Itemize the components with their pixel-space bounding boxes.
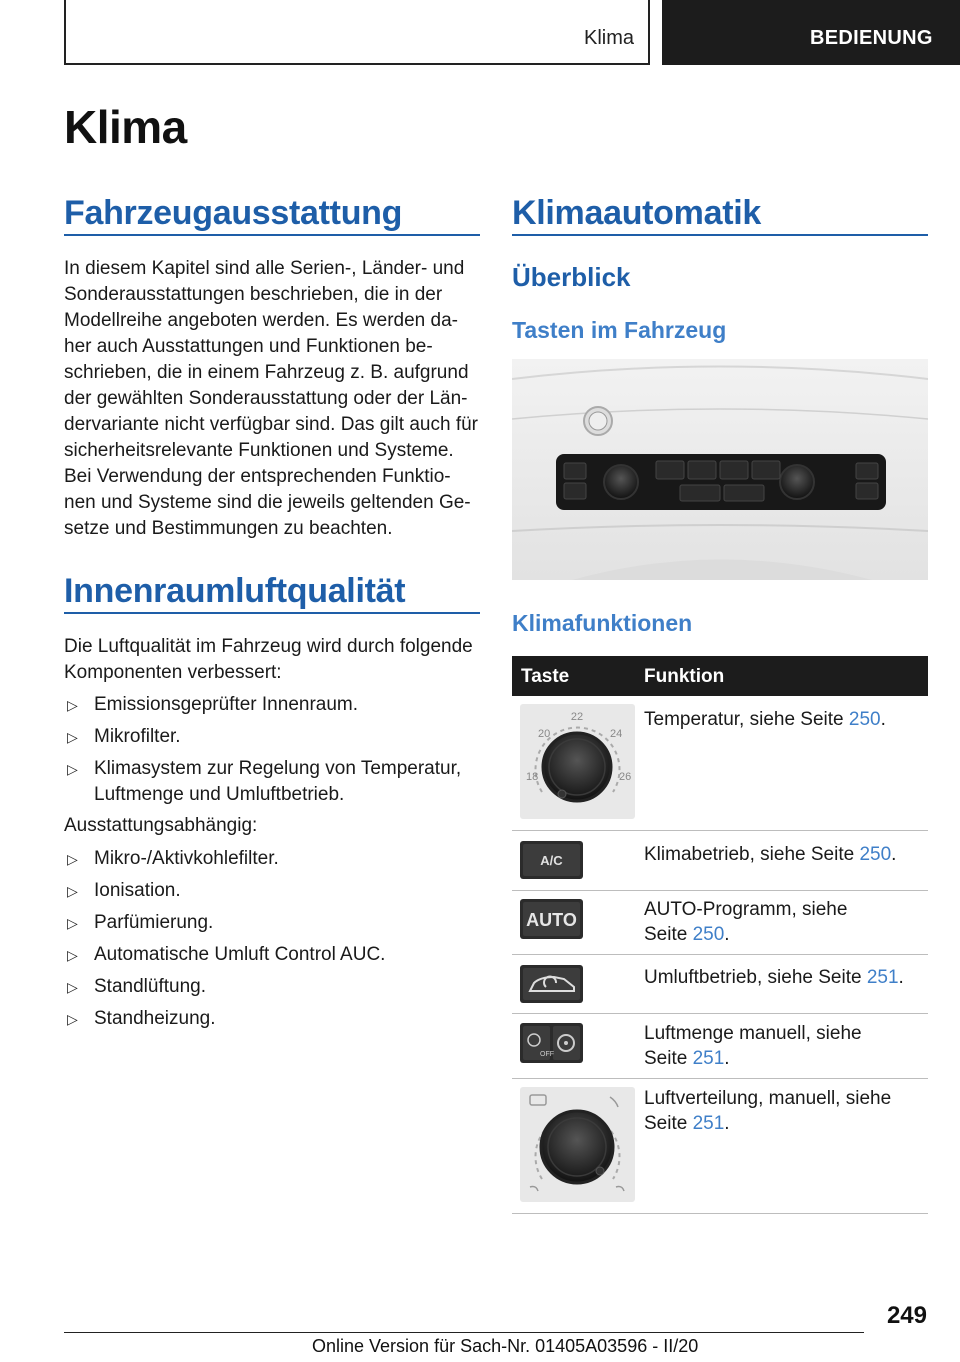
text-line: dervariante nicht verfügbar sind. Das gilt auch für	[64, 414, 478, 435]
page-number: 249	[886, 1302, 927, 1329]
triangle-bullet-icon: ▷	[67, 851, 78, 867]
list-item: ▷ Ionisation.	[64, 878, 480, 904]
triangle-bullet-icon: ▷	[67, 883, 78, 899]
heading-equipment: Fahrzeugausstattung	[64, 194, 403, 232]
function-description: Umluftbetrieb, siehe Seite 251.	[644, 967, 904, 988]
temperature-dial-icon	[520, 704, 635, 819]
dial-number: 26	[619, 771, 632, 783]
heading-air-quality: Innenraumluftqualität	[64, 572, 406, 610]
column-header-key: Taste	[521, 666, 570, 687]
air-quality-list	[64, 692, 480, 814]
climate-control-panel-photo	[512, 359, 928, 580]
fan-off-label: OFF	[540, 1051, 554, 1058]
page-link[interactable]: 251	[692, 1113, 725, 1134]
list-item: ▷ Parfümierung.	[64, 910, 480, 936]
header-chapter-tab	[662, 0, 960, 65]
heading-overview: Überblick	[512, 262, 631, 292]
triangle-bullet-icon: ▷	[67, 1011, 78, 1027]
page-title: Klima	[64, 101, 187, 153]
footer-rule	[64, 1332, 864, 1333]
list-item: ▷ Mikrofilter.	[64, 724, 480, 750]
fan-button-icon	[520, 1023, 583, 1063]
text-line: Komponenten verbessert:	[64, 662, 282, 683]
air-distribution-dial-icon	[520, 1087, 635, 1202]
dial-number: 24	[610, 728, 623, 740]
footer-online-version: Online Version für Sach-Nr. 01405A03596 - II/20	[312, 1336, 699, 1356]
ac-button-label: A/C	[540, 853, 563, 868]
optional-equipment-list	[64, 846, 480, 1038]
heading-rule	[64, 234, 480, 236]
auto-button-label: AUTO	[526, 910, 577, 930]
function-description: Klimabetrieb, siehe Seite 250.	[644, 844, 897, 865]
table-row	[512, 1079, 928, 1214]
equipment-paragraph	[64, 256, 484, 542]
list-item: ▷ Automatische Umluft Control AUC.	[64, 942, 480, 968]
heading-rule	[64, 612, 480, 614]
list-item: ▷ Klimasystem zur Regelung von Temperatur, Luftmenge und Umluftbetrieb.	[67, 758, 462, 805]
ac-button-icon	[520, 841, 583, 879]
text-line: In diesem Kapitel sind alle Serien-, Länder- und	[64, 258, 465, 279]
auto-button-icon	[520, 899, 583, 939]
list-item: ▷ Standheizung.	[64, 1006, 480, 1032]
table-row	[512, 1014, 928, 1079]
dial-number: 22	[570, 711, 584, 723]
text-line: sicherheitsrelevante Funktionen und Systeme.	[64, 440, 454, 461]
table-header	[512, 656, 928, 696]
table-row	[512, 696, 928, 831]
triangle-bullet-icon: ▷	[67, 729, 78, 745]
text-line: Bei Verwendung der entsprechenden Funktio-	[64, 466, 451, 487]
triangle-bullet-icon: ▷	[67, 697, 78, 713]
table-row	[512, 891, 928, 955]
equipment-dependent-label: Ausstattungsabhängig:	[64, 815, 258, 836]
header-section-label: Klima	[583, 27, 634, 49]
text-line: der gewählten Sonderausstattung oder der Län-	[64, 388, 468, 409]
text-line: her auch Ausstattungen und Funktionen be-	[64, 336, 433, 357]
dial-number: 18	[526, 771, 539, 783]
heading-rule	[512, 234, 928, 236]
triangle-bullet-icon: ▷	[67, 979, 78, 995]
page-link[interactable]: 251	[692, 1048, 725, 1069]
text-line: Modellreihe angeboten werden. Es werden da-	[64, 310, 458, 331]
heading-climate-functions: Klimafunktionen	[512, 610, 693, 636]
text-line: nen und Systeme sind die jeweils geltenden Ge-	[64, 492, 471, 513]
list-item: ▷ Standlüftung.	[64, 974, 480, 1000]
triangle-bullet-icon: ▷	[67, 915, 78, 931]
triangle-bullet-icon: ▷	[67, 761, 78, 777]
column-header-function: Funktion	[644, 666, 725, 687]
function-description: Temperatur, siehe Seite 250.	[644, 709, 886, 730]
heading-auto-climate: Klimaautomatik	[512, 194, 761, 232]
header-chapter-label: BEDIENUNG	[810, 27, 933, 49]
dial-number: 20	[538, 728, 551, 740]
recirculation-button-icon	[520, 965, 583, 1003]
page-link[interactable]: 250	[859, 844, 892, 865]
page-link[interactable]: 250	[692, 924, 725, 945]
heading-buttons-in-vehicle: Tasten im Fahrzeug	[512, 317, 727, 343]
list-item: ▷ Emissionsgeprüfter Innenraum.	[64, 692, 480, 718]
function-description: AUTO-Programm, siehe Seite 250.	[644, 899, 848, 945]
climate-functions-table	[512, 656, 928, 1214]
text-line: schrieben, die in einem Fahrzeug z. B. aufgrund	[64, 362, 469, 383]
header-section-box	[64, 0, 650, 65]
list-item: ▷ Mikro-/Aktivkohlefilter.	[64, 846, 480, 872]
page-link[interactable]: 250	[848, 709, 881, 730]
triangle-bullet-icon: ▷	[67, 947, 78, 963]
text-line: Sonderausstattungen beschrieben, die in der	[64, 284, 443, 305]
function-description: Luftmenge manuell, siehe Seite 251.	[644, 1023, 862, 1069]
page-link[interactable]: 251	[866, 967, 899, 988]
text-line: setze und Bestimmungen zu beachten.	[64, 518, 393, 539]
air-quality-intro	[64, 634, 484, 686]
text-line: Die Luftqualität im Fahrzeug wird durch folgende	[64, 636, 473, 657]
table-row	[512, 955, 928, 1014]
table-row	[512, 831, 928, 891]
function-description: Luftverteilung, manuell, siehe Seite 251.	[644, 1088, 892, 1134]
